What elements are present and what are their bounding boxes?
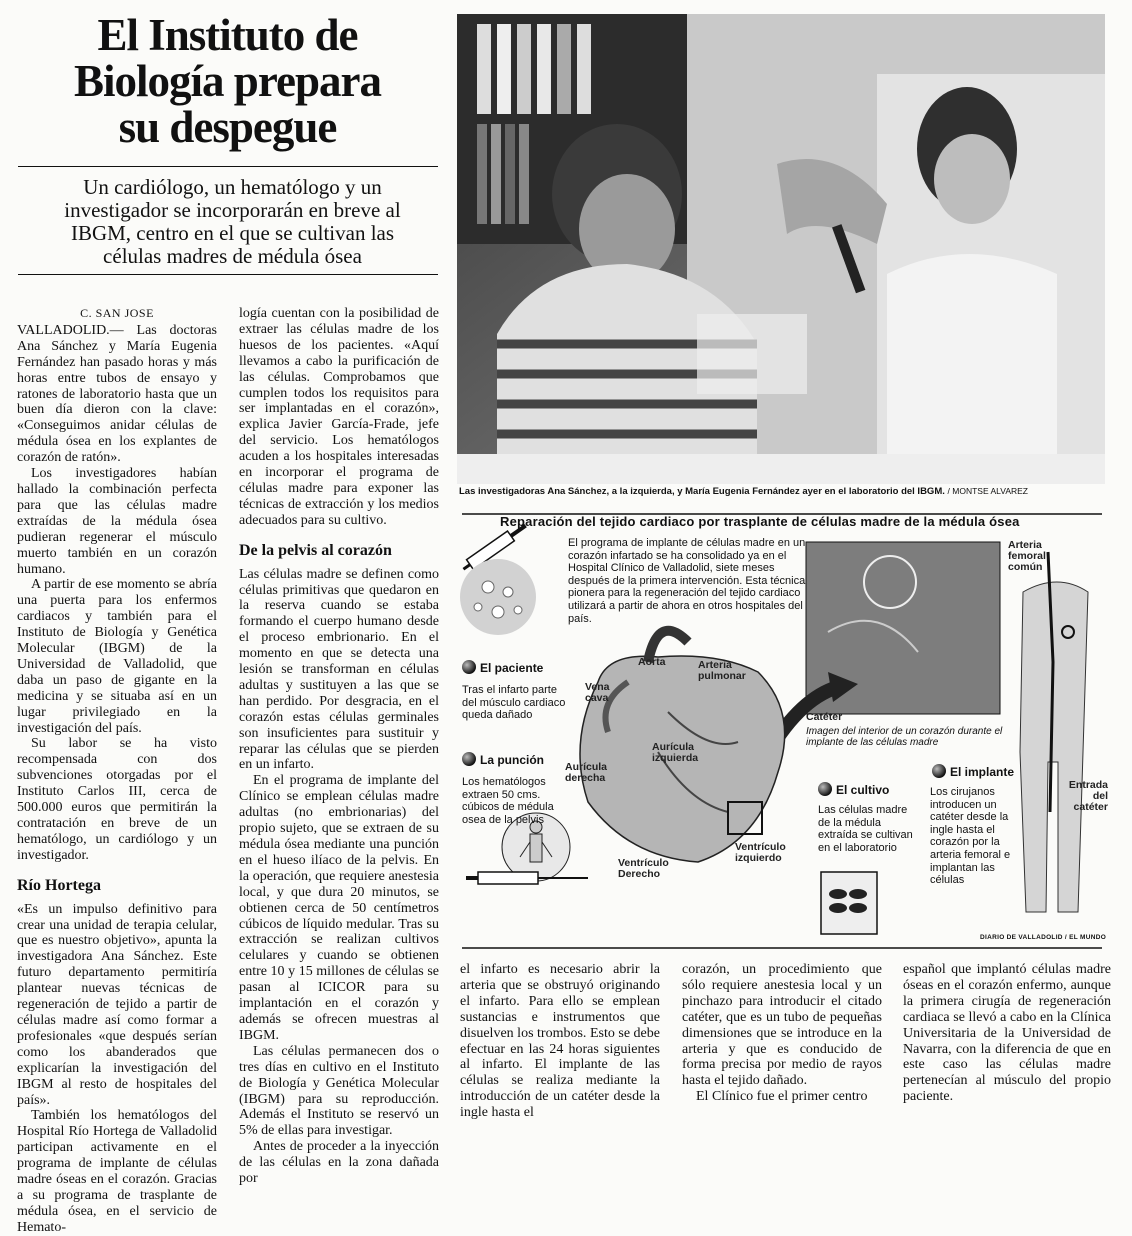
paragraph [17, 323, 217, 466]
paragraph: También los hematólogos del Hospital Río Hortega de Valladolid participan activamente en el programa de implante de células madre óseas en el corazón. Gracias a su programa de trasplante de médula ósea, en el servicio de Hemato- [17, 1108, 217, 1235]
paragraph: Antes de proceder a la inyección de las células en la zona dañada por [239, 1139, 439, 1187]
photo-caption [459, 486, 1109, 497]
step-bullet-icon [932, 764, 946, 778]
infographic-intro: El programa de implante de células madre en un corazón infartado se ha consolidado ya en el Hospital Clínico de Valladolid, siete meses después de la primera intervención. Esta técnica pionera para la regeneración del tejido cardiaco utilizará a partir de ahora en otros hospitales del país. [568, 537, 806, 625]
paragraph: En el programa de implante del Clínico se emplean células madre adultas (no embrionarias) del propio sujeto, que se extraen de su médula ósea mediante una punción en el hueso ilíaco de la pelvis. En la operación, que requiere anestesia local, y que dura 20 minutos, se obtienen cerca de 50 centímetros cúbicos de líquido medular. Tras su extracción se realizan cultivos celulares y cuando se obtienen entre 10 y 15 millones de células se pasan al ICICOR para su implantación en el corazón y además se ofrecen muestras al IBGM. [239, 773, 439, 1043]
step-title-text: El cultivo [836, 783, 890, 797]
step-title-text: La punción [480, 753, 544, 767]
paragraph: Su labor se ha visto recompensada con dos subvenciones otorgadas por el Instituto Carlos III, cerca de 500.000 euros que permitirán la contratación en breve de un hematólogo, un cardiólogo y un investigador. [17, 736, 217, 863]
headline-line-1: El Instituto de [97, 10, 358, 60]
dateline: VALLADOLID.— [17, 322, 124, 338]
section-heading: Río Hortega [17, 876, 101, 894]
headline [20, 12, 435, 150]
label-ventriculo-izquierdo: Ventrículo izquierdo [735, 841, 786, 864]
step-title-text: El implante [950, 765, 1015, 779]
paragraph-text: Las doctoras Ana Sánchez y María Eugenia Fernández han pasado horas y más horas entre tubos de ensayo y ratones de laboratorio hasta que un buen día dieron con la clave: «Conseguimos anidar células de médula ósea en los explantes de corazón de ratón». [17, 322, 217, 466]
step-bullet-icon [462, 752, 476, 766]
section-heading: De la pelvis al corazón [239, 541, 392, 559]
label-aorta: Aorta [638, 656, 666, 668]
photo-caption-text: Las investigadoras Ana Sánchez, a la izquierda, y María Eugenia Fernández ayer en el laboratorio del IBGM. [459, 486, 945, 497]
article-column-3 [460, 962, 660, 1121]
paragraph: «Es un impulso definitivo para crear una unidad de terapia celular, que es nuestro objetivo», apunta la investigadora Ana Sánchez. Este futuro departamento permitiría plantear nuevas técnicas de regeneración de tejido a partir de células madre así como formar a profesionales «que después serían como los abanderados que explicarían la investigación del IBGM al resto de hospitales del país». [17, 901, 217, 1108]
article-column-5 [903, 962, 1111, 1105]
paragraph: logía cuentan con la posibilidad de extraer las células madre de los huesos de los pacientes. «Aquí llevamos a cabo la purificación de las células. Comprobamos que cumplen todos los requisitos para ser implantadas en el corazón», explica Javier García-Frade, jefe del servicio. Los hematólogos acuden a los hospitales interesadas en incorporar el programa de células madre para exponer las técnicas de extracción y los medios adecuados para su cultivo. [239, 306, 439, 528]
step-implant-title [932, 764, 1014, 779]
lab-photo-image [457, 14, 1105, 484]
headline-line-2: Biología prepara [74, 56, 381, 106]
step-puncture-title [462, 752, 544, 767]
label-arteria-femoral: Arteria femoral común [1008, 539, 1046, 573]
infographic-credit: DIARIO DE VALLADOLID / EL MUNDO [980, 934, 1107, 941]
cateter-caption: Imagen del interior de un corazón durante el implante de las células madre [806, 726, 1003, 748]
paragraph: español que implantó células madre óseas en el corazón enfermo, aunque la primera cirugía de regeneración cardiaca se llevó a cabo en la Clínica Universitaria de la Universidad de Navarra, con la diferencia de que en este caso las células madre pertenecían al músculo del propio paciente. [903, 962, 1111, 1105]
step-bullet-icon [462, 660, 476, 674]
step-patient-text: Tras el infarto parte del músculo cardiaco queda dañado [462, 684, 566, 722]
paragraph: Las células madre se definen como células primitivas que quedaron en la reserva cuando se estaba formando el cuerpo humano desde el proceso embrionario. En el momento en que se detecta una lesión se transforman en células adultas y sustituyen a las que se han perdido. Por desgracia, en el corazón estas células germinales son insuficientes para sustituir y reparar las células que se pierden en un infarto. [239, 566, 439, 773]
step-title-text: El paciente [480, 661, 544, 675]
step-patient-title [462, 660, 543, 675]
paragraph: A partir de ese momento se abría una puerta para los enfermos cardiacos y también para el Instituto de Biología y Genética Molecular (IBGM) de la Universidad de Valladolid, que daba un paso de gigante en la medicina y se situaba así en un lugar privilegiado en la investigación del país. [17, 577, 217, 736]
label-auricula-derecha: Aurícula derecha [565, 761, 608, 784]
paragraph: el infarto es necesario abrir la arteria que se obstruyó originando el infarto. Para ello se emplean sustancias e instrumentos que disuelven los trombos. Esto se debe efectuar en las 24 horas siguientes al infarto. El implante de las células se realiza mediante la introducción de un catéter desde la ingle hasta el [460, 962, 660, 1121]
label-ventriculo-derecho: Ventrículo Derecho [618, 857, 669, 880]
headline-line-3: su despegue [118, 102, 337, 152]
step-culture-text: Las células madre de la médula extraída se cultivan en el laboratorio [818, 804, 913, 854]
article-column-2 [239, 306, 439, 1187]
label-auricula-izquierda: Aurícula izquierda [652, 741, 699, 764]
label-entrada-cateter: Entrada del catéter [1068, 779, 1108, 813]
label-vena-cava: Vena cava [585, 681, 610, 704]
paragraph: corazón, un procedimiento que sólo requiere anestesia local y un pinchazo para introducir el citado catéter, que es un tubo de pequeñas dimensiones que se introduce en la arteria y que es conducido de forma precisa por medio de rayos hasta el tejido dañado. [682, 962, 882, 1089]
step-implant-text: Los cirujanos introducen un catéter desde la ingle hasta el corazón por la arteria femoral e implantan las células [930, 786, 1011, 887]
article-column-1 [17, 306, 217, 1236]
step-bullet-icon [818, 782, 832, 796]
subhead: Un cardiólogo, un hematólogo y un investigador se incorporarán en breve al IBGM, centro en el que se cultivan las células madres de médula ósea [64, 175, 401, 268]
step-puncture-text: Los hematólogos extraen 50 cms. cúbicos de médula osea de la pelvis [462, 776, 554, 826]
label-cateter: Catéter [806, 711, 843, 723]
label-arteria-pulmonar: Arteria pulmonar [698, 659, 746, 682]
step-culture-title [818, 782, 889, 797]
photo-credit: / MONTSE ALVAREZ [947, 486, 1028, 496]
paragraph: El Clínico fue el primer centro [696, 1089, 868, 1105]
infographic-title: Reparación del tejido cardiaco por trasplante de células madre de la médula ósea [500, 514, 1020, 529]
headline-rule [18, 166, 438, 167]
lab-photo [457, 14, 1105, 484]
byline: C. SAN JOSE [80, 306, 154, 320]
subhead-rule [18, 274, 438, 275]
article-column-4 [682, 962, 882, 1105]
paragraph: Los investigadores habían hallado la combinación perfecta para que las células madre extraídas de la médula ósea pudieran regenerar el músculo muerto también en un corazón humano. [17, 466, 217, 577]
paragraph: Las células permanecen dos o tres días en cultivo en el Instituto de Biología y Genética Molecular (IBGM) para su reproducción. Además el Instituto se reservó un 5% de ellas para investigar. [239, 1043, 439, 1139]
